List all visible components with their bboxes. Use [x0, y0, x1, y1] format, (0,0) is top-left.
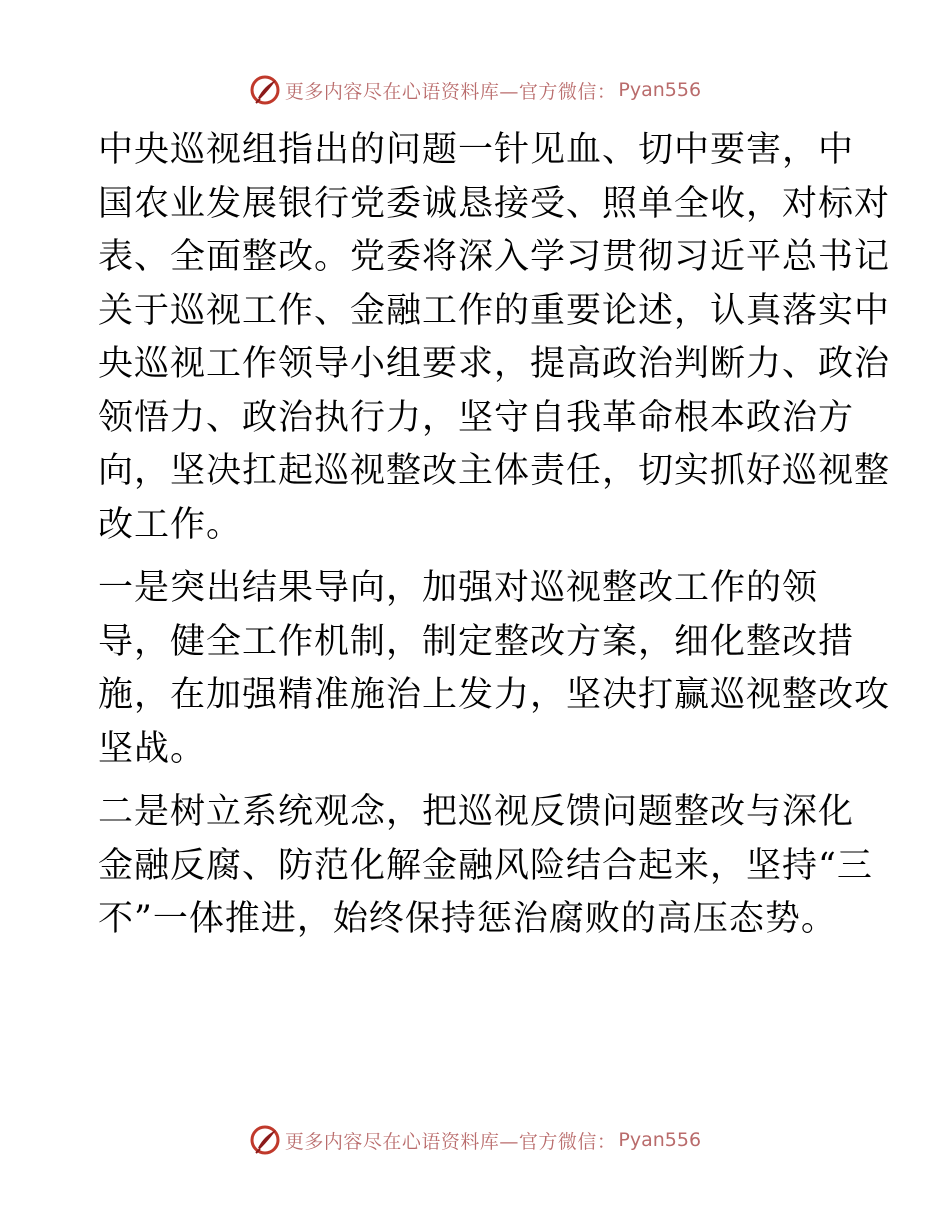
footer-watermark	[0, 1122, 950, 1158]
watermark-wechat-id: Pyan556	[618, 1129, 702, 1151]
feather-logo-icon	[249, 74, 281, 106]
watermark-wechat-id: Pyan556	[618, 79, 702, 101]
text-line: 坚战。	[98, 728, 207, 769]
watermark-text: 更多内容尽在心语资料库—官方微信：	[284, 1130, 617, 1153]
text-line: 关于巡视工作、金融工作的重要论述，认真落实中	[98, 290, 891, 331]
text-line: 央巡视工作领导小组要求，提高政治判断力、政治	[98, 344, 891, 384]
feather-logo-icon	[249, 1124, 281, 1156]
header-watermark	[0, 72, 950, 108]
text-line: 导，健全工作机制，制定整改方案，细化整改措	[98, 621, 855, 662]
text-line: 表、全面整改。党委将深入学习贯彻习近平总书记	[98, 237, 891, 277]
paragraph-point-one	[98, 562, 891, 776]
text-line: 施，在加强精准施治上发力，坚决打赢巡视整改攻	[98, 675, 891, 715]
document-body	[98, 124, 891, 957]
paragraph-intro	[98, 124, 891, 552]
text-line: 中央巡视组指出的问题一针见血、切中要害，中	[98, 130, 855, 170]
text-line: 领悟力、政治执行力，坚守自我革命根本政治方	[98, 397, 855, 438]
paragraph-point-two	[98, 786, 873, 947]
text-line: 一是突出结果导向，加强对巡视整改工作的领	[98, 568, 819, 608]
text-line: 二是树立系统观念，把巡视反馈问题整改与深化	[98, 792, 855, 832]
text-line: 不”一体推进，始终保持惩治腐败的高压态势。	[98, 899, 837, 939]
watermark-text: 更多内容尽在心语资料库—官方微信：	[284, 80, 617, 103]
text-line: 金融反腐、防范化解金融风险结合起来，坚持“三	[98, 845, 873, 886]
text-line: 向，坚决扛起巡视整改主体责任，切实抓好巡视整	[98, 451, 891, 491]
text-line: 国农业发展银行党委诚恳接受、照单全收，对标对	[98, 183, 891, 224]
text-line: 改工作。	[98, 504, 243, 545]
